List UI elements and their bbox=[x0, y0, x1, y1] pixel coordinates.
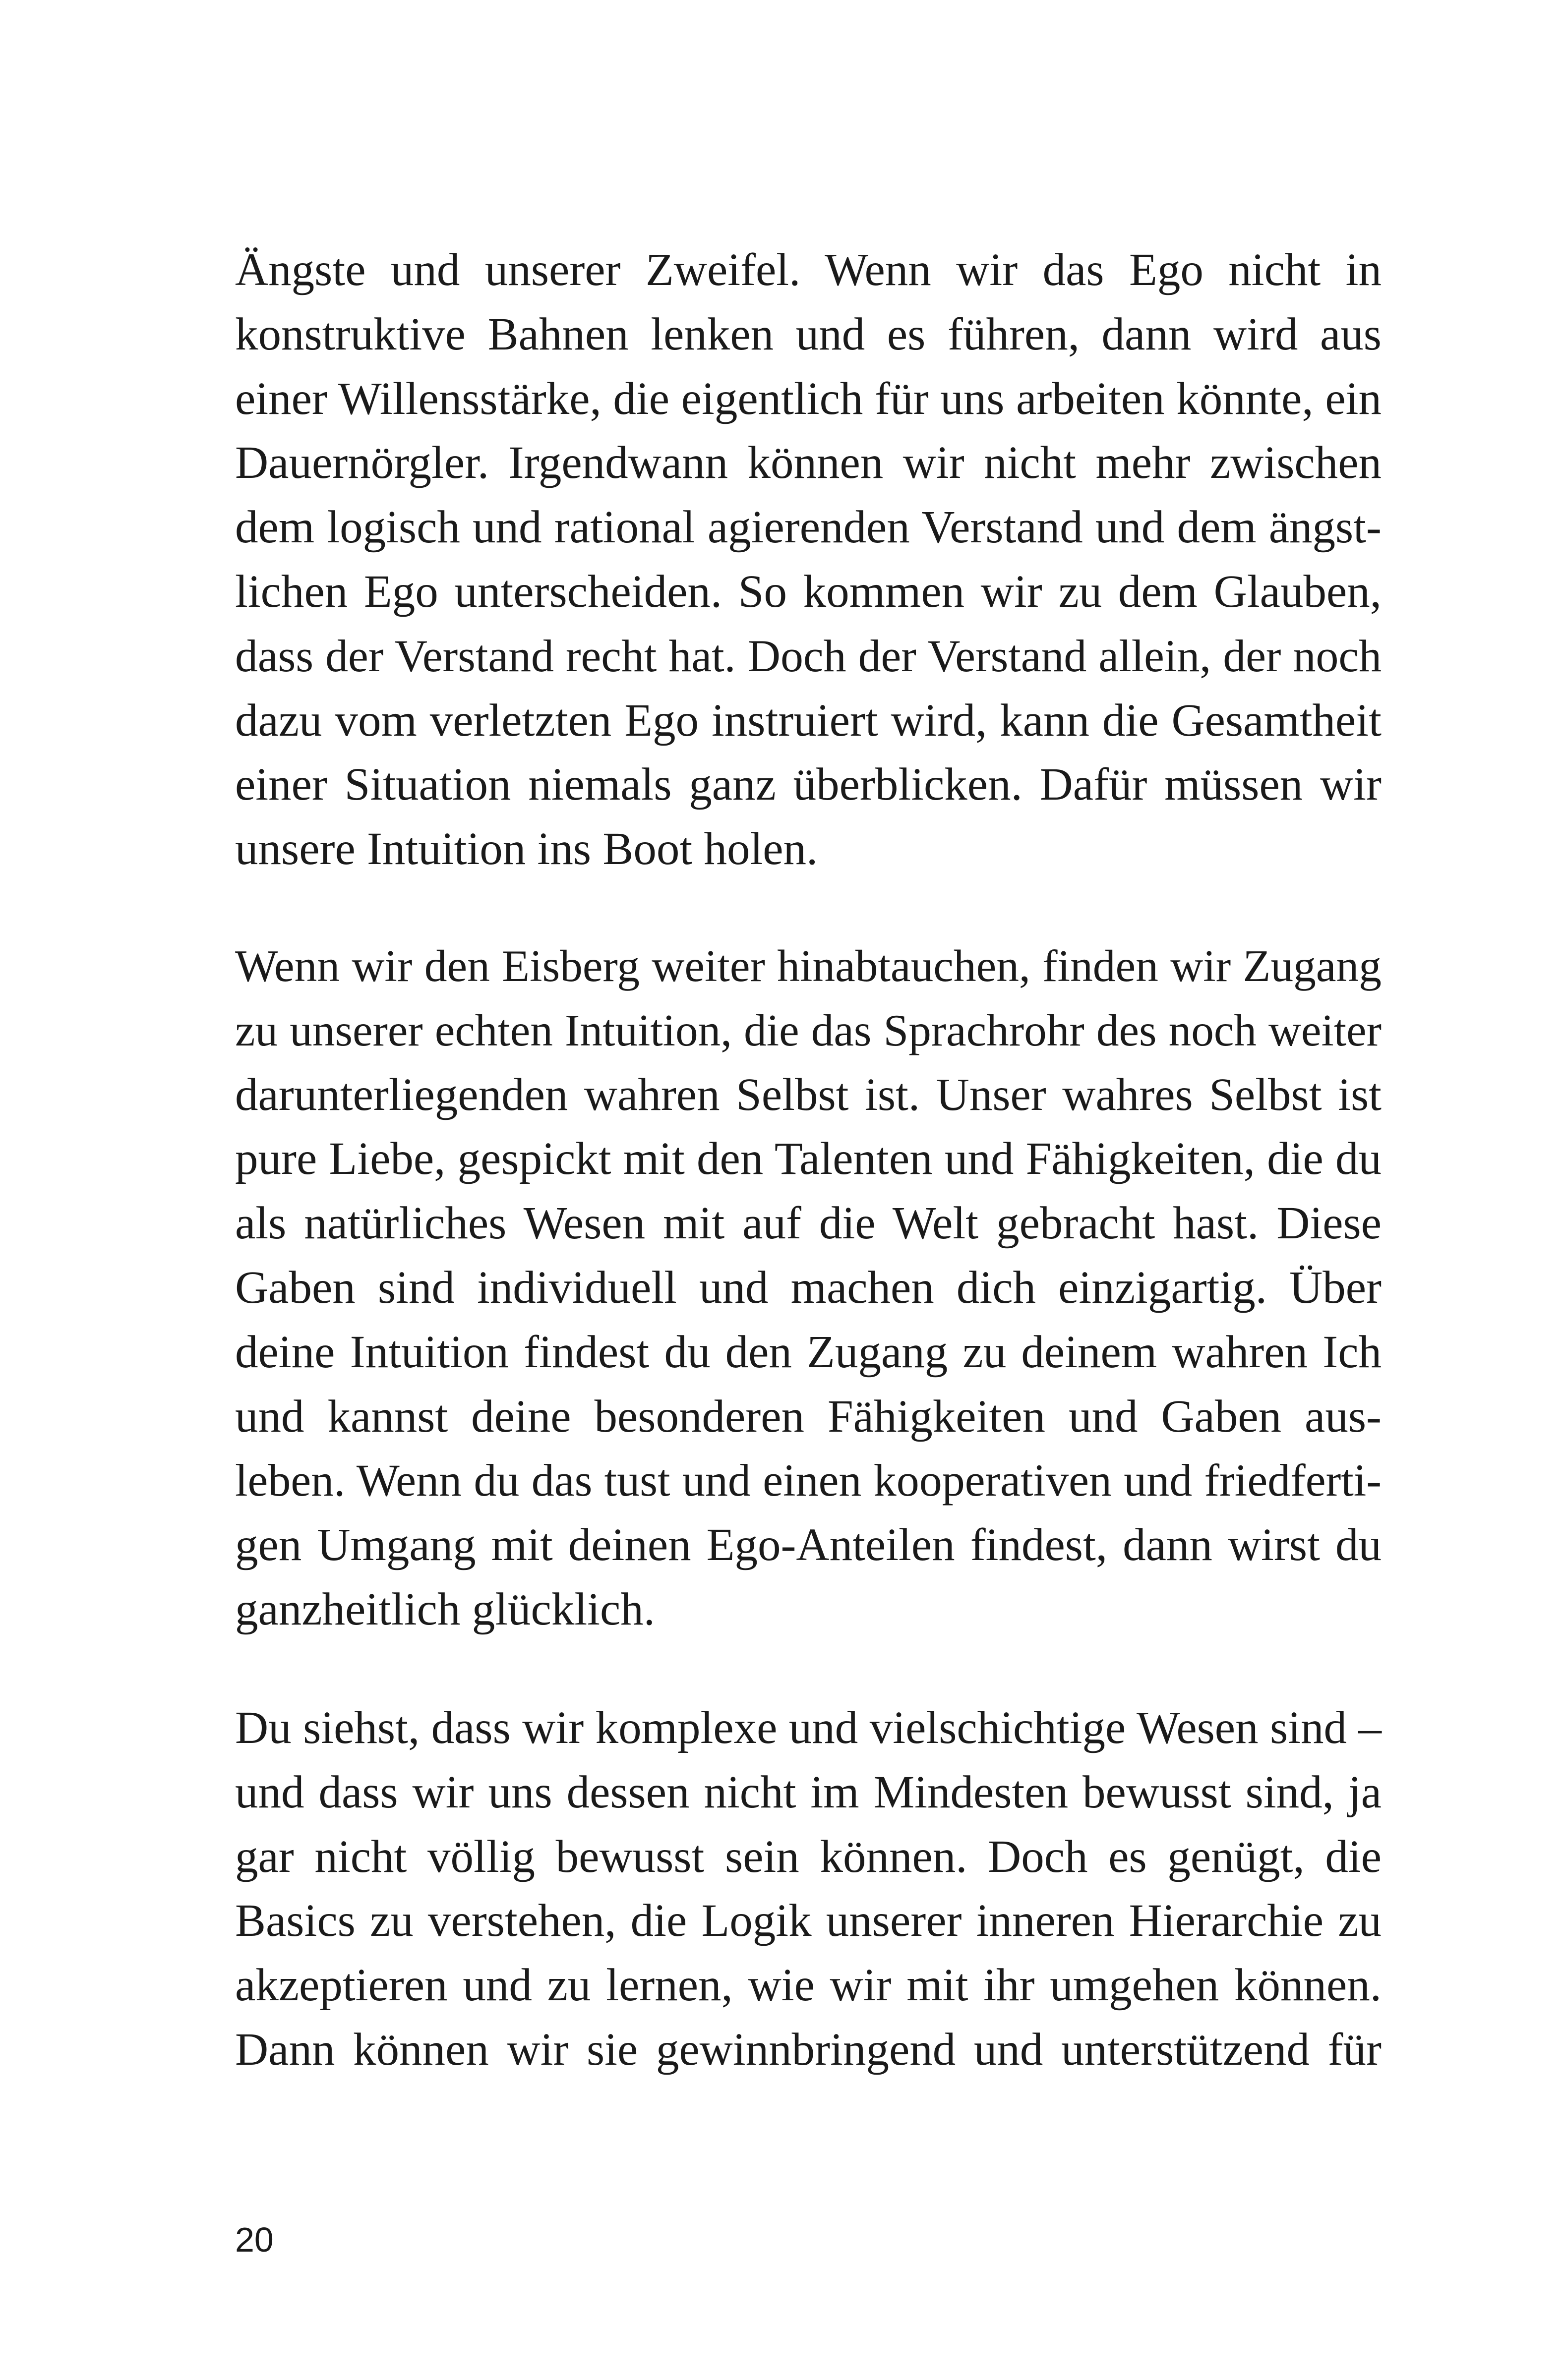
text-line: Gaben sind individuell und machen dich einzigartig. Über bbox=[235, 1262, 1382, 1313]
text-line: dem logisch und rational agierenden Verstand und dem ängst- bbox=[235, 502, 1382, 553]
text-line: ganzheitlich glücklich. bbox=[235, 1583, 656, 1635]
text-line: darunterliegenden wahren Selbst ist. Unser wahres Selbst ist bbox=[235, 1069, 1382, 1120]
page-number: 20 bbox=[235, 2220, 274, 2259]
text-line: dass der Verstand recht hat. Doch der Verstand allein, der noch bbox=[235, 630, 1382, 681]
text-line: als natürliches Wesen mit auf die Welt gebracht hast. Diese bbox=[235, 1198, 1382, 1249]
text-line: einer Willensstärke, die eigentlich für uns arbeiten könnte, ein bbox=[235, 373, 1382, 424]
text-line: Wenn wir den Eisberg weiter hinabtauchen, finden wir Zugang bbox=[235, 940, 1382, 991]
paragraph-2 bbox=[235, 934, 1382, 1642]
text-line: Du siehst, dass wir komplexe und vielschichtige Wesen sind – bbox=[235, 1702, 1382, 1753]
text-line: unsere Intuition ins Boot holen. bbox=[235, 823, 818, 875]
text-line: pure Liebe, gespickt mit den Talenten und Fähigkeiten, die du bbox=[235, 1133, 1382, 1185]
text-line: und dass wir uns dessen nicht im Mindesten bewusst sind, ja bbox=[235, 1766, 1382, 1818]
paragraph-1 bbox=[235, 238, 1382, 881]
text-line: leben. Wenn du das tust und einen kooperativen und friedferti- bbox=[235, 1455, 1382, 1506]
text-line: gar nicht völlig bewusst sein können. Doch es genügt, die bbox=[235, 1831, 1382, 1882]
text-line: gen Umgang mit deinen Ego-Anteilen findest, dann wirst du bbox=[235, 1519, 1382, 1571]
paragraph-3 bbox=[235, 1696, 1382, 2082]
text-line: einer Situation niemals ganz überblicken. Dafür müssen wir bbox=[235, 759, 1382, 811]
text-line: dazu vom verletzten Ego instruiert wird, kann die Gesamtheit bbox=[235, 695, 1382, 746]
text-line: konstruktive Bahnen lenken und es führen, dann wird aus bbox=[235, 308, 1382, 360]
text-line: Basics zu verstehen, die Logik unserer inneren Hierarchie zu bbox=[235, 1895, 1382, 1947]
text-line: Dann können wir sie gewinnbringend und unterstützend für bbox=[235, 2024, 1382, 2075]
text-line: zu unserer echten Intuition, die das Sprachrohr des noch weiter bbox=[235, 1005, 1382, 1055]
text-line: deine Intuition findest du den Zugang zu deinem wahren Ich bbox=[235, 1326, 1382, 1378]
text-line: akzeptieren und zu lernen, wie wir mit ihr umgehen können. bbox=[235, 1960, 1382, 2011]
text-line: Ängste und unserer Zweifel. Wenn wir das Ego nicht in bbox=[235, 244, 1382, 295]
text-line: lichen Ego unterscheiden. So kommen wir zu dem Glauben, bbox=[235, 566, 1382, 617]
text-line: Dauernörgler. Irgendwann können wir nicht mehr zwischen bbox=[235, 437, 1382, 489]
text-line: und kannst deine besonderen Fähigkeiten und Gaben aus- bbox=[235, 1391, 1382, 1442]
